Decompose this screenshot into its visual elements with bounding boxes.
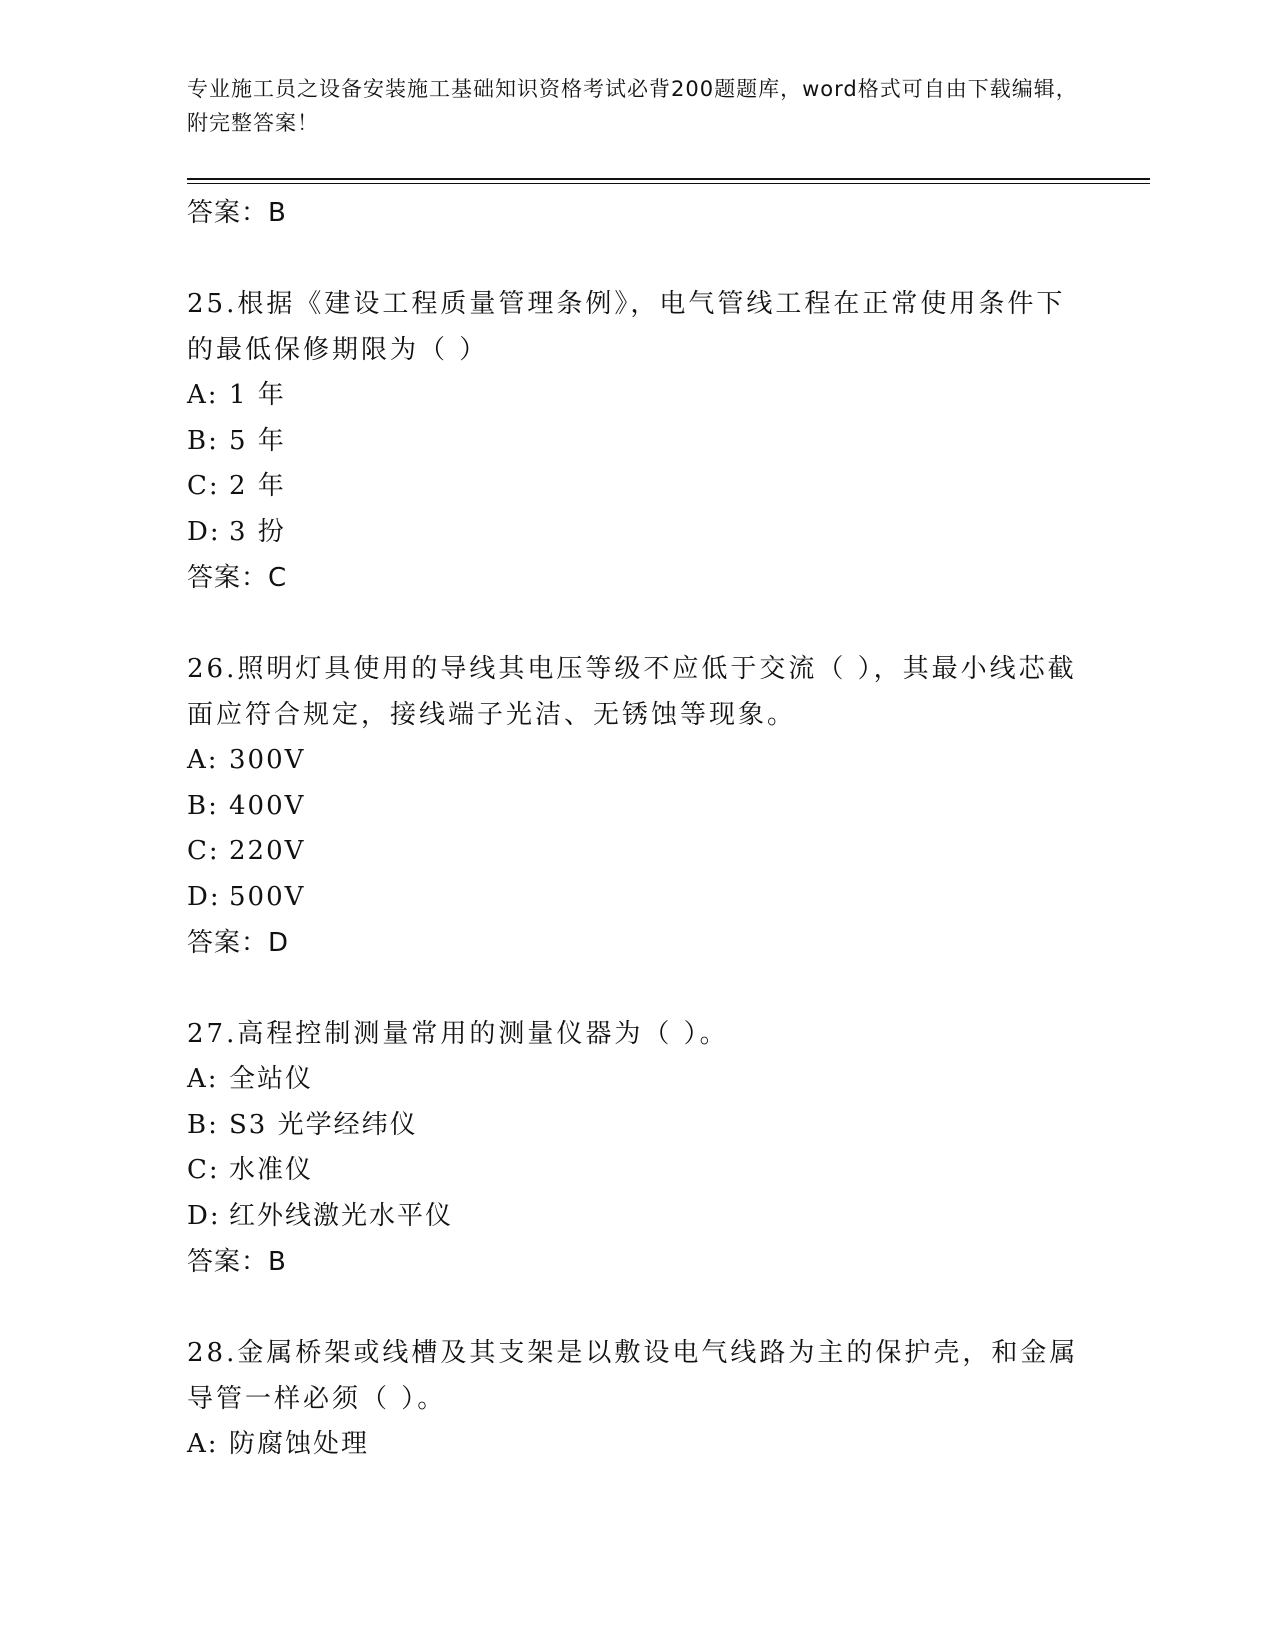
header-rule-thick xyxy=(187,178,1150,180)
option-value: 300V xyxy=(229,745,306,775)
question-text: 27.高程控制测量常用的测量仪器为（ ）。 xyxy=(187,1019,729,1049)
question-25 xyxy=(187,281,1087,601)
option-key: D: xyxy=(187,1200,221,1231)
answer-line: 答案：C xyxy=(187,563,288,593)
option-b xyxy=(187,419,1087,465)
option-value: 水准仪 xyxy=(229,1155,314,1185)
option-key: B: xyxy=(187,1109,219,1140)
option-value: 220V xyxy=(229,836,306,866)
option-b xyxy=(187,1103,1087,1149)
option-key: A: xyxy=(187,745,219,775)
option-key: C: xyxy=(187,471,220,501)
option-value: 500V xyxy=(229,881,306,912)
option-value: 1 年 xyxy=(229,380,286,410)
option-c xyxy=(187,829,1087,875)
option-key: C: xyxy=(187,1155,220,1185)
option-d xyxy=(187,875,1087,921)
option-d xyxy=(187,1194,1087,1240)
option-d xyxy=(187,510,1087,556)
option-key: D: xyxy=(187,516,221,547)
answer-line: 答案：B xyxy=(187,1247,287,1277)
option-value: S3 光学经纬仪 xyxy=(229,1109,418,1140)
option-value: 2 年 xyxy=(229,471,286,501)
answer-line: 答案：D xyxy=(187,928,290,958)
option-value: 红外线激光水平仪 xyxy=(229,1200,454,1231)
answer-line: 答案：B xyxy=(187,198,287,228)
option-value: 3 扮 xyxy=(229,516,286,547)
option-value: 防腐蚀处理 xyxy=(229,1429,370,1459)
option-key: D: xyxy=(187,881,221,912)
document-body xyxy=(187,190,1087,1468)
option-value: 全站仪 xyxy=(229,1064,314,1094)
question-text: 28.金属桥架或线槽及其支架是以敷设电气线路为主的保护壳，和金属导管一样必须（ ）。 xyxy=(187,1338,1079,1414)
option-key: A: xyxy=(187,1064,219,1094)
option-key: B: xyxy=(187,425,219,456)
option-value: 5 年 xyxy=(229,425,286,456)
option-b xyxy=(187,784,1087,830)
option-value: 400V xyxy=(229,790,306,821)
option-a xyxy=(187,1057,1087,1103)
option-c xyxy=(187,464,1087,510)
option-a xyxy=(187,1422,1087,1468)
header-rule-thin xyxy=(187,183,1150,184)
option-key: C: xyxy=(187,836,220,866)
option-c xyxy=(187,1148,1087,1194)
option-key: B: xyxy=(187,790,219,821)
question-28 xyxy=(187,1330,1087,1468)
page-header: 专业施工员之设备安装施工基础知识资格考试必背200题题库，word格式可自由下载编辑，附完整答案！ xyxy=(187,77,1078,135)
question-26 xyxy=(187,646,1087,966)
question-text: 26.照明灯具使用的导线其电压等级不应低于交流（ ），其最小线芯截面应符合规定，接线端子光洁、无锈蚀等现象。 xyxy=(187,654,1077,730)
option-key: A: xyxy=(187,380,219,410)
question-27 xyxy=(187,1011,1087,1285)
question-text: 25.根据《建设工程质量管理条例》，电气管线工程在正常使用条件下的最低保修期限为（ ） xyxy=(187,289,1066,365)
option-a xyxy=(187,738,1087,784)
option-key: A: xyxy=(187,1429,219,1459)
option-a xyxy=(187,373,1087,419)
